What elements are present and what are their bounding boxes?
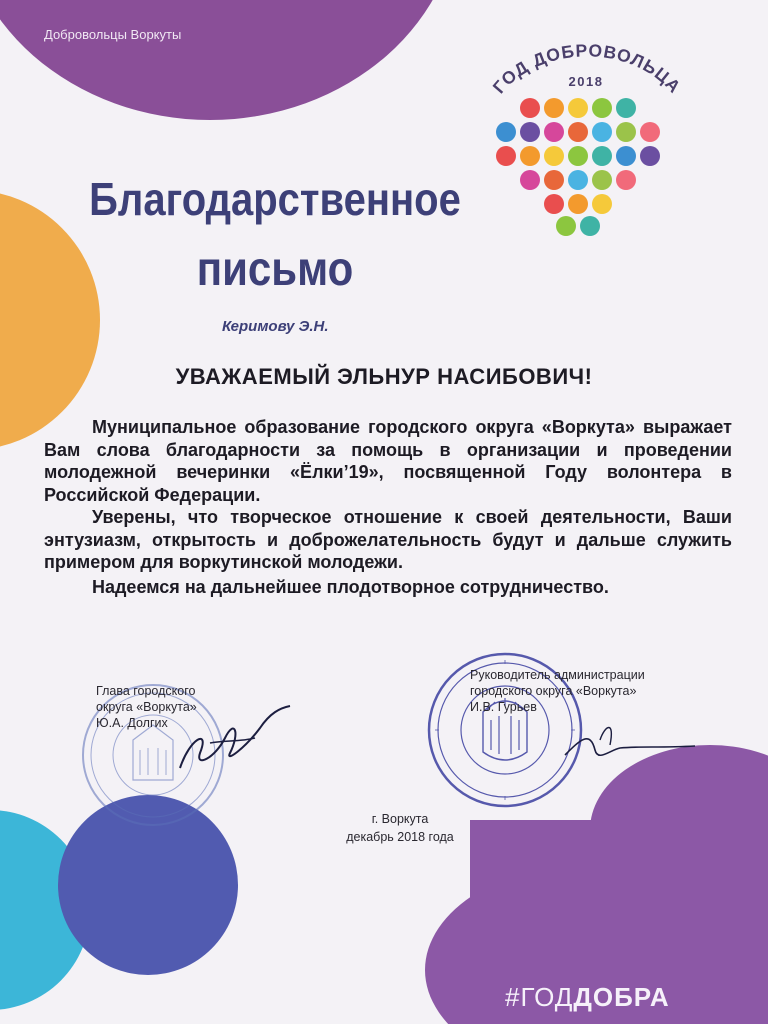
- logo-dot: [592, 122, 612, 142]
- logo-dot: [544, 194, 564, 214]
- logo-dot: [496, 122, 516, 142]
- logo-year: 2018: [568, 74, 604, 89]
- org-header: Добровольцы Воркуты: [44, 27, 182, 42]
- year-of-volunteer-logo: [470, 40, 700, 255]
- place-and-date: [300, 810, 500, 846]
- logo-dot: [592, 146, 612, 166]
- logo-dot: [592, 194, 612, 214]
- logo-dot: [568, 122, 588, 142]
- decorative-circle-purple: [0, 0, 460, 120]
- handwritten-signature-left: [170, 698, 300, 778]
- signatory-right: [470, 667, 645, 715]
- logo-dot: [640, 146, 660, 166]
- document-title-line1: Благодарственное: [89, 174, 461, 226]
- logo-dot: [520, 122, 540, 142]
- logo-dot: [520, 170, 540, 190]
- logo-dot: [544, 146, 564, 166]
- logo-dot: [592, 98, 612, 118]
- document-title-line2: письмо: [196, 241, 354, 296]
- hashtag-prefix: #ГОД: [505, 982, 574, 1012]
- logo-dot: [580, 216, 600, 236]
- logo-dot: [616, 98, 636, 118]
- signatory-right-line2: городского округа «Воркута»: [470, 684, 637, 698]
- logo-dot: [496, 146, 516, 166]
- logo-dot: [544, 170, 564, 190]
- handwritten-signature-right: [560, 710, 700, 770]
- paragraph: Муниципальное образование городского округа «Воркута» выражает Вам слова благодарности за помощь в организации и проведении молодежной вечеринки «Ёлки’19», посвященной Году волонтера в Российской Федерации.: [44, 417, 732, 505]
- logo-dot: [568, 98, 588, 118]
- signatory-left-name: Ю.А. Долгих: [96, 716, 168, 730]
- logo-dot: [640, 122, 660, 142]
- decorative-circle-orange: [0, 190, 100, 450]
- signatory-left-line1: Глава городского: [96, 684, 196, 698]
- logo-dot: [616, 146, 636, 166]
- greeting: УВАЖАЕМЫЙ ЭЛЬНУР НАСИБОВИЧ!: [175, 364, 593, 389]
- logo-dot: [568, 194, 588, 214]
- letter-body: [44, 416, 732, 598]
- paragraph: Надеемся на дальнейшее плодотворное сотрудничество.: [92, 576, 609, 597]
- logo-dot: [556, 216, 576, 236]
- logo-title: ГОД ДОБРОВОЛЬЦА: [488, 40, 686, 98]
- logo-dot: [568, 170, 588, 190]
- logo-dot: [592, 170, 612, 190]
- logo-dot: [616, 122, 636, 142]
- hashtag-bold: ДОБРА: [573, 982, 670, 1012]
- logo-dot: [616, 170, 636, 190]
- recipient-name: Керимову Э.Н.: [222, 318, 329, 335]
- logo-dot: [544, 122, 564, 142]
- logo-dot-grid: [496, 98, 660, 236]
- paragraph: Уверены, что творческое отношение к своей деятельности, Ваши энтузиазм, открытость и доброжелательность будут и дальше служить примером для воркутинской молодежи.: [44, 507, 732, 572]
- signatory-right-name: И.В. Гурьев: [470, 700, 537, 714]
- signatory-left-line2: округа «Воркута»: [96, 700, 197, 714]
- logo-dot: [544, 98, 564, 118]
- hashtag: [505, 982, 670, 1013]
- logo-dot: [520, 98, 540, 118]
- logo-dot: [520, 146, 540, 166]
- city: г. Воркута: [371, 812, 429, 826]
- date: декабрь 2018 года: [346, 830, 454, 844]
- signatory-right-line1: Руководитель администрации: [470, 668, 645, 682]
- logo-dot: [568, 146, 588, 166]
